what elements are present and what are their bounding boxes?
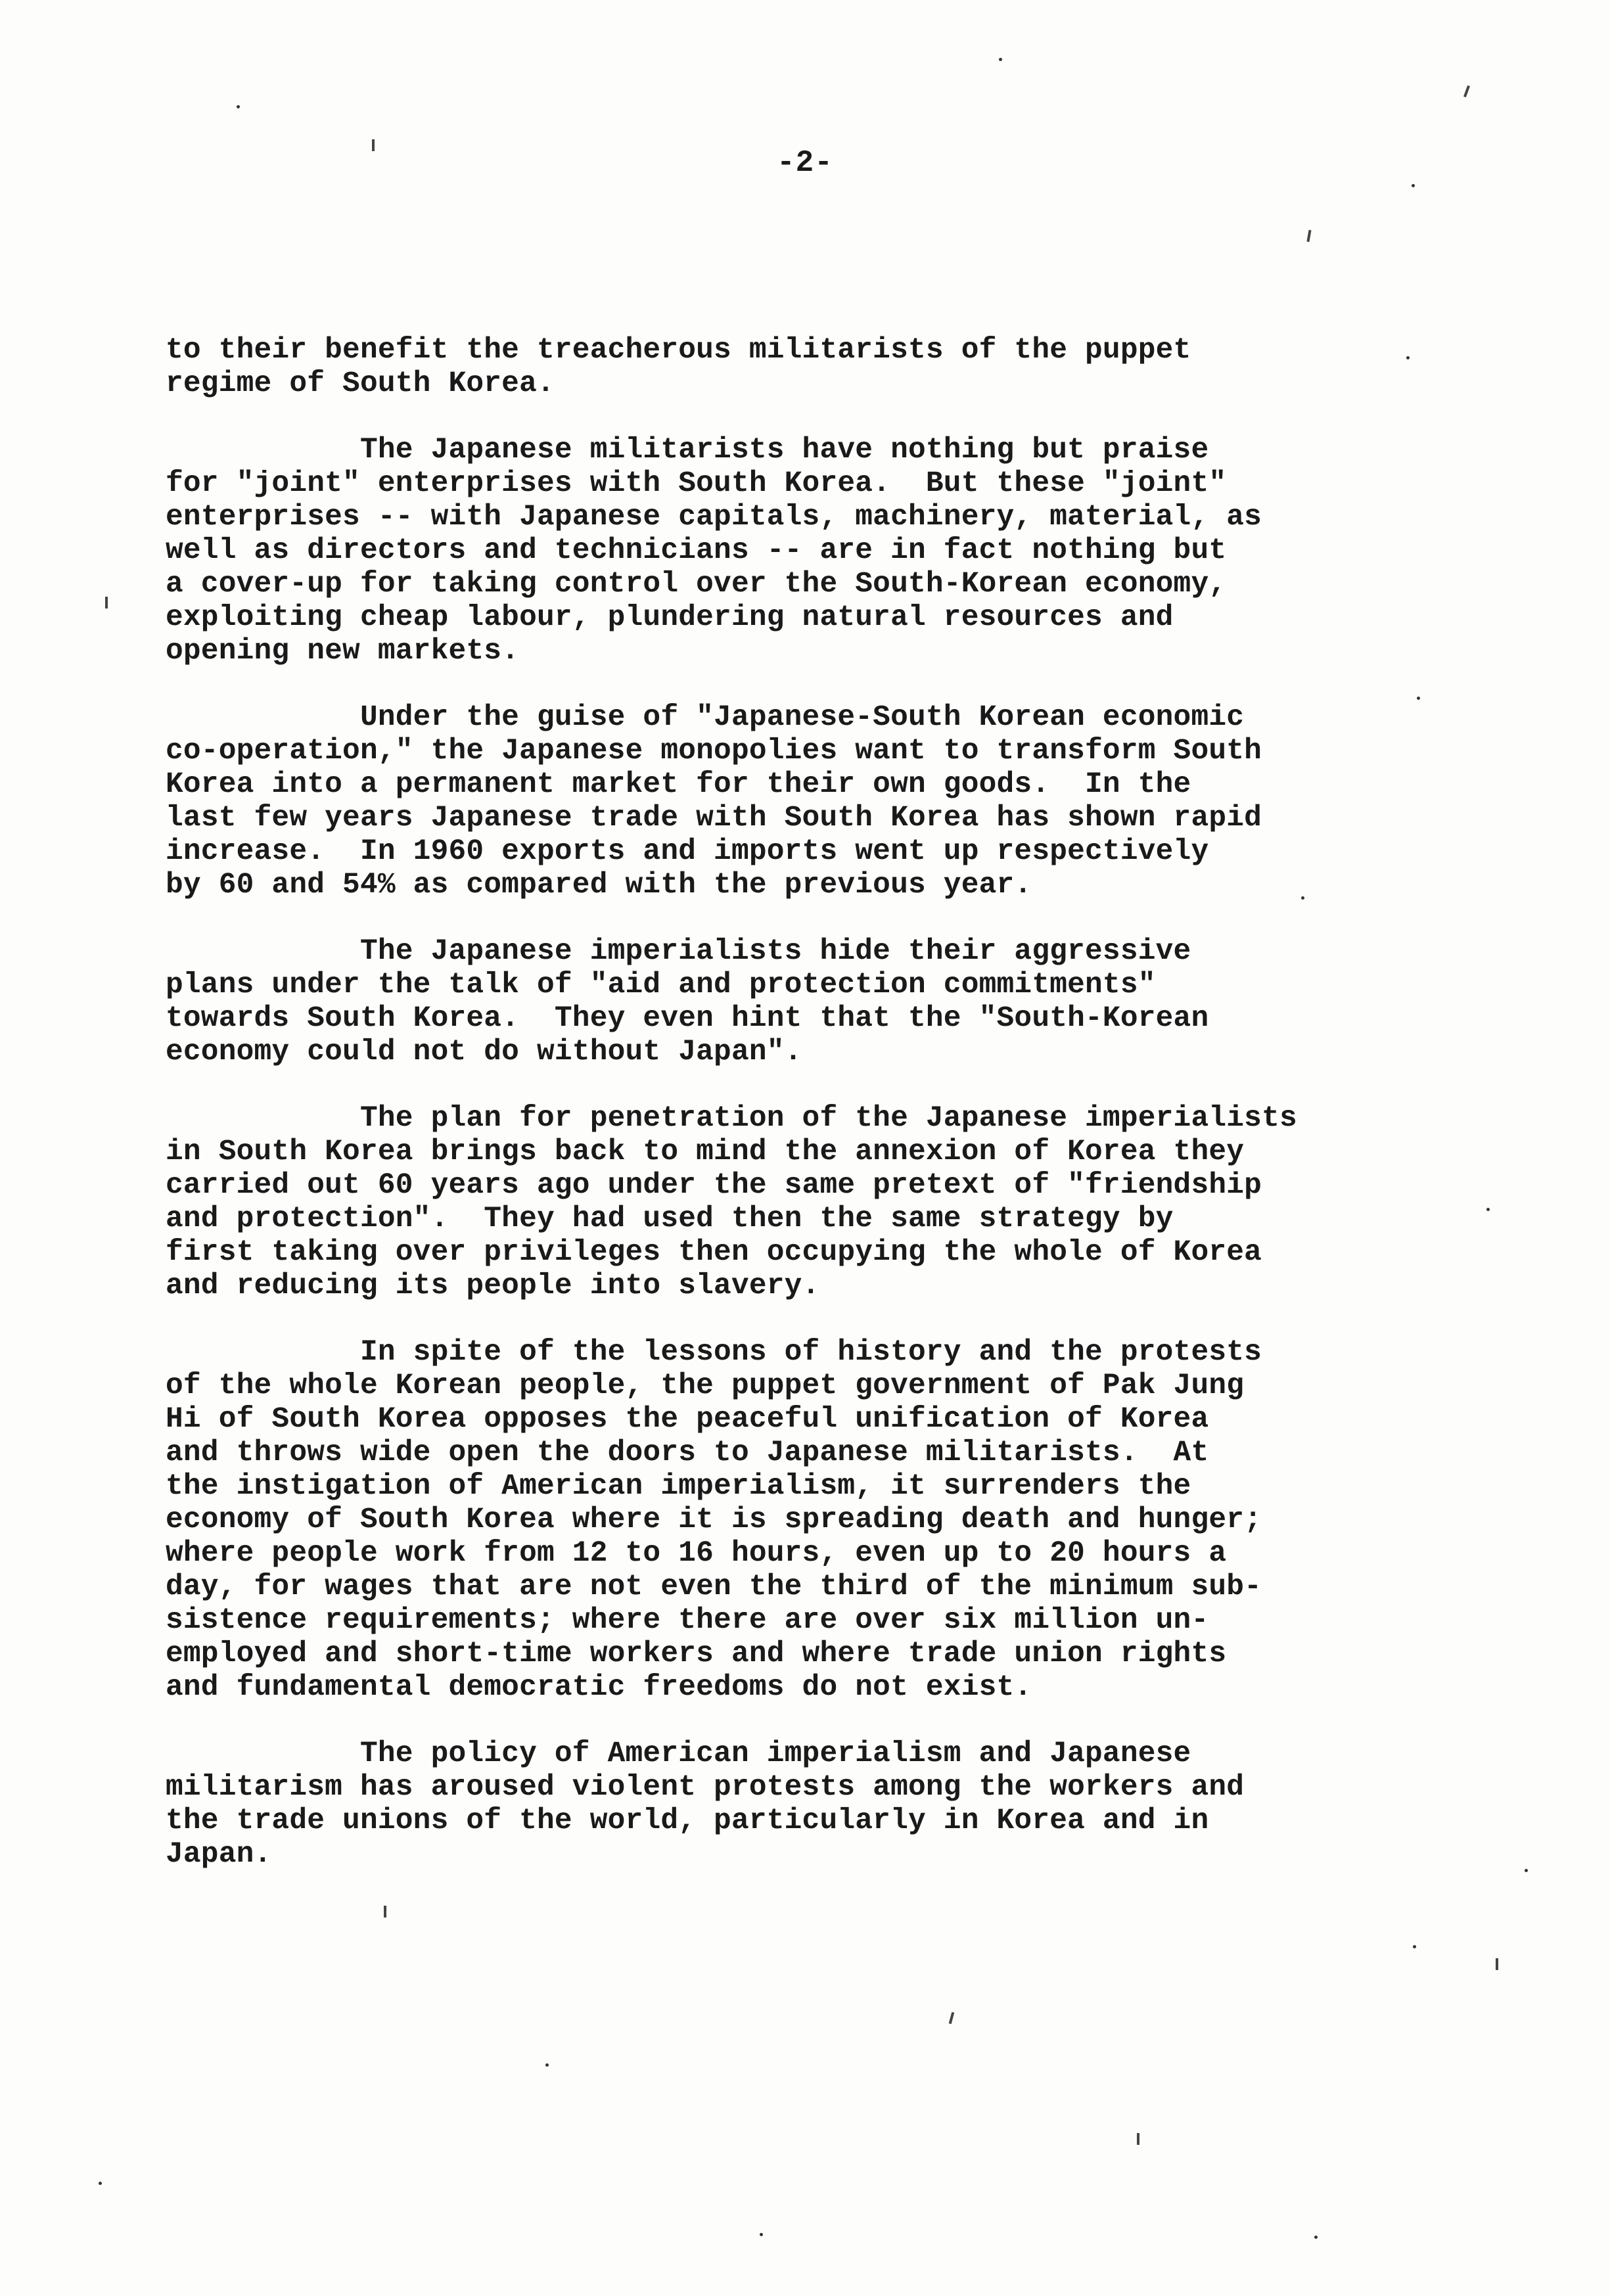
scan-speck xyxy=(1525,1869,1528,1872)
scan-mark xyxy=(949,2012,955,2024)
scan-speck xyxy=(1301,896,1304,900)
paragraph-2: The Japanese militarists have nothing but praise for "joint" enterprises with South Korea. But these "joint" enterprises -- with Japanese capitals, machinery, material, as well as directors and technicians -- are in fact nothing but a cover-up for taking control over the South-Korean economy, exploiting cheap labour, plundering natural resources and opening new markets. xyxy=(166,434,1262,668)
scan-mark xyxy=(384,1906,386,1917)
scan-speck xyxy=(760,2233,763,2236)
scan-speck xyxy=(237,105,240,108)
scan-speck xyxy=(1486,1208,1490,1211)
scan-speck xyxy=(545,2063,549,2067)
scan-speck xyxy=(99,2182,102,2185)
paragraph-6: In spite of the lessons of history and the protests of the whole Korean people, the puppet government of Pak Jung Hi of South Korea opposes the peaceful unification of Korea and throws wide open the doors to Japanese militarists. At the instigation of American imperialism, it surrenders the economy of South Korea where it is spreading death and hunger; where people work from 12 to 16 hours, even up to 20 hours a day, for wages that are not even the third of the minimum sub- sistence requirements; where there are over six million un- employed and short-time workers and where trade union rights and fundamental democratic freedoms do not exist. xyxy=(166,1336,1262,1704)
scan-mark xyxy=(105,597,108,608)
scan-mark xyxy=(372,139,375,151)
paragraph-1: to their benefit the treacherous militarists of the puppet regime of South Korea. xyxy=(166,334,1191,400)
scan-mark xyxy=(1463,85,1470,97)
scan-speck xyxy=(1406,356,1410,359)
paragraph-5: The plan for penetration of the Japanese imperialists in South Korea brings back to mind the annexion of Korea they carried out 60 years ago under the same pretext of "friendship and protection". They had used then the same strategy by first taking over privileges then occupying the whole of Korea and reducing its people into slavery. xyxy=(166,1102,1297,1302)
scan-speck xyxy=(1412,184,1415,187)
scan-mark xyxy=(1137,2133,1139,2145)
page-number: -2- xyxy=(777,146,833,180)
paragraph-3: Under the guise of "Japanese-South Korean economic co-operation," the Japanese monopolies want to transform South Korea into a permanent market for their own goods. In the last few years Japanese trade with South Korea has shown rapid increase. In 1960 exports and imports went up respectively by 60 and 54% as compared with the previous year. xyxy=(166,701,1262,902)
scan-mark xyxy=(1496,1958,1498,1970)
scan-speck xyxy=(1314,2236,1318,2239)
scan-speck xyxy=(1413,1945,1416,1948)
body-text xyxy=(166,334,1493,1904)
paragraph-7: The policy of American imperialism and Japanese militarism has aroused violent protests among the workers and the trade unions of the world, particularly in Korea and in Japan. xyxy=(166,1737,1245,1871)
scan-speck xyxy=(999,58,1002,61)
scan-mark xyxy=(1306,230,1311,242)
paragraph-4: The Japanese imperialists hide their aggressive plans under the talk of "aid and protection commitments" towards South Korea. They even hint that the "South-Korean economy could not do without Japan". xyxy=(166,935,1209,1068)
scan-speck xyxy=(1417,697,1420,700)
